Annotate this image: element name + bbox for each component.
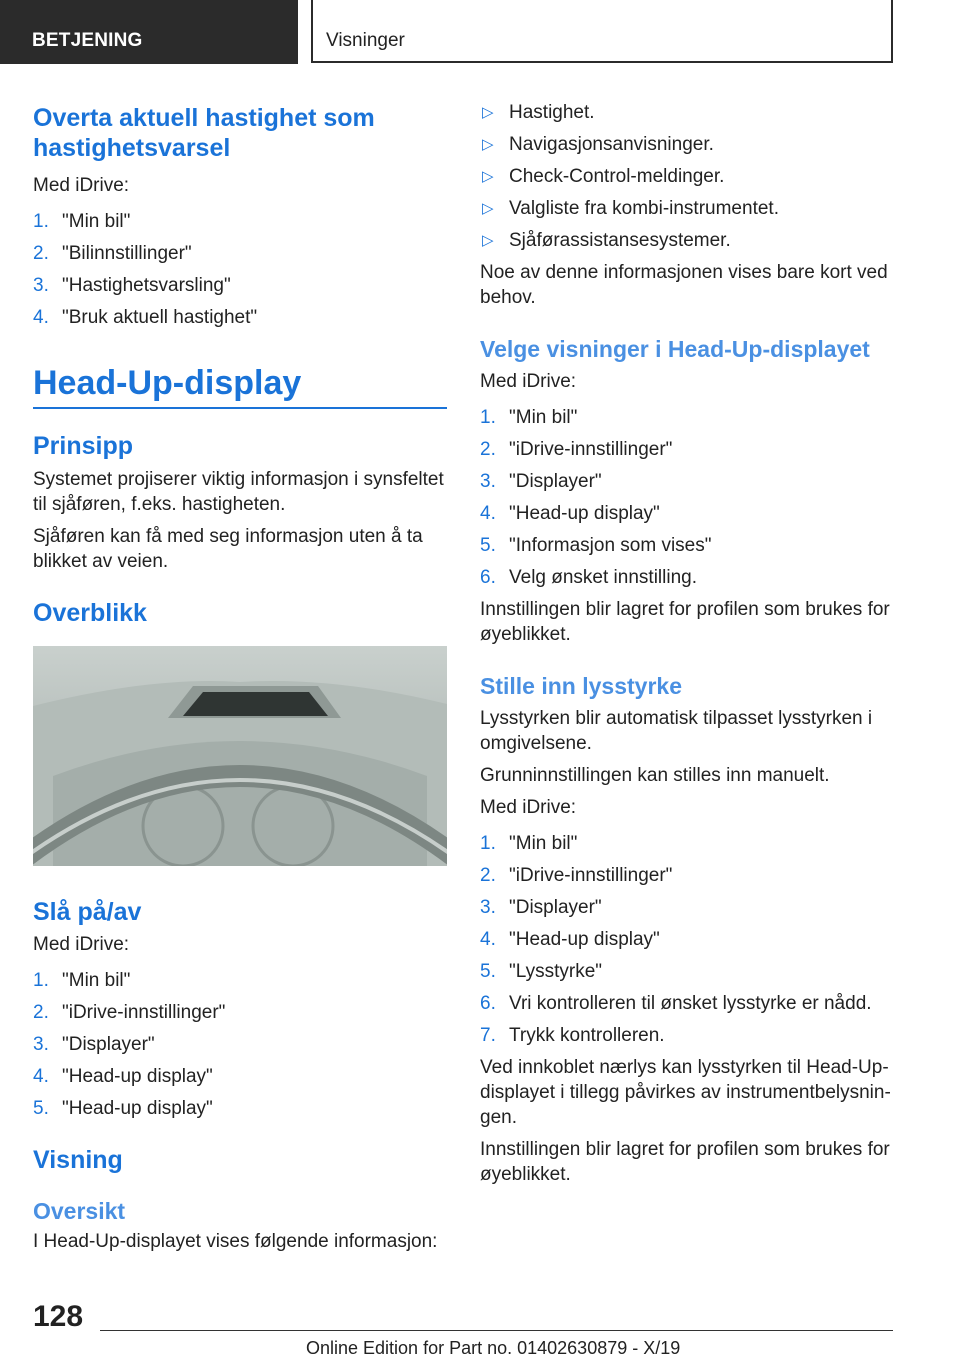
- brightness-text-1: Lysstyrken blir automatisk tilpasset lysstyrken i omgivelsene.: [480, 708, 873, 754]
- heading-brightness: Stille inn lysstyrke: [480, 673, 682, 699]
- heading-principle: Prinsipp: [33, 432, 134, 460]
- list-item: ▷ Hastighet.: [482, 102, 595, 123]
- dashboard-photo: [33, 646, 447, 866]
- steps-list: [33, 968, 447, 1121]
- triangle-bullet-icon: ▷: [482, 232, 494, 249]
- list-item: 1. "Min bil": [33, 970, 131, 991]
- heading-take-current-speed: Overta aktuell hastighet som hastighetsvarsel: [33, 104, 375, 162]
- chapter-title: Visninger: [326, 30, 405, 51]
- summary-text: I Head-Up-displayet vises følgende informasjon:: [33, 1231, 438, 1252]
- list-item: 6. Velg ønsket innstilling.: [480, 567, 697, 588]
- intro-text: Med iDrive:: [480, 797, 577, 818]
- triangle-bullet-icon: ▷: [482, 136, 494, 153]
- chapter-tab: [311, 0, 893, 63]
- list-item: 3. "Displayer": [480, 471, 602, 492]
- brightness-text-2: Grunninnstillingen kan stilles inn manuelt.: [480, 765, 830, 786]
- head-up-display-illustration: [33, 646, 447, 866]
- edition-text: Online Edition for Part no. 01402630879 - X/19: [306, 1338, 681, 1358]
- heading-select-views: Velge visninger i Head-Up-displayet: [480, 336, 870, 362]
- list-item: 3. "Hastighetsvarsling": [33, 275, 231, 296]
- intro-text: Med iDrive:: [33, 175, 130, 196]
- list-item: 4. "Head-up display": [33, 1066, 213, 1087]
- list-item: 2. "iDrive-innstillinger": [480, 439, 673, 460]
- settings-note: Innstillingen blir lagret for profilen som brukes for øyeblikket.: [480, 599, 890, 645]
- list-item: 1. "Min bil": [33, 211, 131, 232]
- brightness-text-3: Ved innkoblet nærlys kan lysstyrken til Head-Up-displayet i tillegg påvirkes av instrumentbelysnin-gen.: [480, 1057, 891, 1128]
- list-item: 3. "Displayer": [480, 897, 602, 918]
- list-item: ▷ Valgliste fra kombi-instrumentet.: [482, 198, 779, 219]
- list-item: 1. "Min bil": [480, 833, 578, 854]
- intro-text: Med iDrive:: [480, 371, 577, 392]
- page-number: 128: [33, 1300, 84, 1333]
- heading-overview: Overblikk: [33, 599, 147, 627]
- list-item: 2. "iDrive-innstillinger": [33, 1002, 226, 1023]
- right-column: [480, 100, 894, 1187]
- chapter-heading: Head-Up-display: [33, 363, 447, 409]
- left-column: [33, 100, 447, 1254]
- triangle-bullet-icon: ▷: [482, 104, 494, 121]
- list-item: ▷ Check-Control-meldinger.: [482, 166, 725, 187]
- section-title: BETJENING: [32, 30, 143, 51]
- heading-display: Visning: [33, 1146, 123, 1174]
- heading-on-off: Slå på/av: [33, 898, 142, 926]
- info-note: Noe av denne informasjonen vises bare kort ved behov.: [480, 262, 888, 308]
- list-item: 5. "Head-up display": [33, 1098, 213, 1119]
- heading-summary: Oversikt: [33, 1198, 126, 1224]
- triangle-bullet-icon: ▷: [482, 200, 494, 217]
- list-item: 1. "Min bil": [480, 407, 578, 428]
- intro-text: Med iDrive:: [33, 934, 130, 955]
- list-item: 4. "Head-up display": [480, 929, 660, 950]
- list-item: 7. Trykk kontrolleren.: [480, 1025, 665, 1046]
- list-item: 2. "Bilinnstillinger": [33, 243, 192, 264]
- list-item: 2. "iDrive-innstillinger": [480, 865, 673, 886]
- info-list: [480, 100, 894, 253]
- footer-divider: [100, 1330, 893, 1331]
- list-item: 4. "Head-up display": [480, 503, 660, 524]
- section-tab: [0, 0, 298, 64]
- list-item: 3. "Displayer": [33, 1034, 155, 1055]
- list-item: 4. "Bruk aktuell hastighet": [33, 307, 258, 328]
- list-item: ▷ Navigasjonsanvisninger.: [482, 134, 714, 155]
- triangle-bullet-icon: ▷: [482, 168, 494, 185]
- principle-text-1: Systemet projiserer viktig informasjon i synsfeltet til sjåføren, f.eks. hastigheten.: [33, 469, 444, 515]
- principle-text-2: Sjåføren kan få med seg informasjon uten å ta blikket av veien.: [33, 526, 423, 572]
- list-item: ▷ Sjåførassistansesystemer.: [482, 230, 731, 251]
- steps-list: [480, 405, 894, 590]
- list-item: 5. "Informasjon som vises": [480, 535, 712, 556]
- steps-list: [480, 831, 894, 1048]
- list-item: 5. "Lysstyrke": [480, 961, 603, 982]
- steps-list: [33, 209, 447, 330]
- list-item: 6. Vri kontrolleren til ønsket lysstyrke er nådd.: [480, 993, 872, 1014]
- brightness-text-4: Innstillingen blir lagret for profilen som brukes for øyeblikket.: [480, 1139, 890, 1185]
